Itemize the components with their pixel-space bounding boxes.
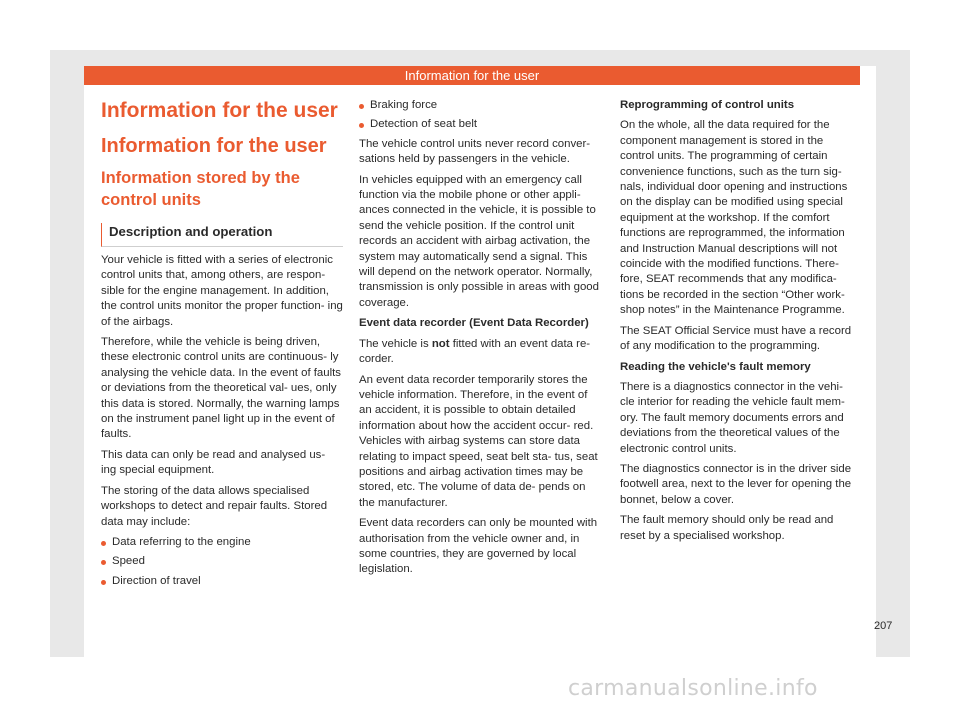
paragraph: There is a diagnostics connector in the vehi- cle interior for reading the vehicle fault mem- ory. The fault memory documents errors and deviations from the theoretical values of the electronic control units. (620, 380, 845, 455)
subheading: Reading the vehicle's fault memory (620, 360, 811, 373)
subheading: Reprogramming of control units (620, 99, 795, 111)
list-item: Braking force (359, 98, 602, 113)
list-item: Direction of travel (101, 574, 343, 589)
paragraph: An event data recorder temporarily stores the vehicle information. Therefore, in the event of an accident, it is possible to obtain detailed information about how the accident occur- red. Vehicles with airbag systems can store data relating to impact speed, seat belt sta- tus, seat positions and airbag activation times may be stored, etc. The volume of data de- pends on the manufacturer. (359, 373, 598, 509)
paragraph: Event data recorders can only be mounted with authorisation from the vehicle owner and, in some countries, they are governed by local legislation. (359, 517, 598, 576)
list-item: Speed (101, 554, 343, 569)
paragraph: Your vehicle is fitted with a series of electronic control units that, among others, are respon- sible for the engine management. In addition, the control units monitor the proper function- ing of the airbags. (101, 254, 343, 328)
subheading: Event data recorder (Event Data Recorder) (359, 317, 589, 330)
list-item: Data referring to the engine (101, 535, 343, 550)
column-middle (359, 98, 602, 583)
topic-heading: Description and operation (101, 223, 343, 247)
paragraph: The diagnostics connector is in the driver side footwell area, next to the lever for opening the bonnet, below a cover. (620, 462, 852, 506)
text-run: The vehicle is (359, 337, 432, 350)
list-item: Detection of seat belt (359, 117, 602, 132)
paragraph: Therefore, while the vehicle is being driven, these electronic control units are continuous- ly analysing the vehicle data. In the event of faults or deviations from the theoretical val- ues, only this data is stored. Normally, the warning lamps on the instrument panel light up in the event of faults. (101, 336, 341, 441)
column-right (620, 98, 860, 549)
paragraph: The vehicle control units never record conver- sations held by passengers in the vehicle. (359, 137, 591, 166)
paragraph: The SEAT Official Service must have a record of any modification to the programming. (620, 324, 852, 353)
chapter-title: Information for the user (101, 99, 338, 122)
paragraph: The storing of the data allows specialised workshops to detect and repair faults. Stored data may include: (101, 484, 328, 528)
running-header: Information for the user (84, 66, 860, 85)
page-number: 207 (874, 620, 893, 632)
column-left (101, 98, 343, 593)
paragraph: The fault memory should only be read and reset by a specialised workshop. (620, 514, 834, 542)
data-list (101, 535, 343, 589)
paragraph: This data can only be read and analysed us- ing special equipment. (101, 448, 326, 477)
paragraph (359, 337, 602, 368)
watermark: carmanualsonline.info (568, 676, 818, 701)
text-run: fitted with an event data re- corder. (359, 337, 591, 366)
subsection-title: Information stored by the control units (101, 169, 300, 209)
paragraph: In vehicles equipped with an emergency call function via the mobile phone or other appli- ances connected in the vehicle, it is possible to send the vehicle position. If the control unit records an accident with airbag activation, the system may automatically send a signal. This will depend on the network operator. Normally, transmission is only possible in areas with good coverage. (359, 173, 599, 309)
emphasis: not (431, 337, 450, 350)
data-list (359, 98, 602, 133)
section-title: Information for the user (101, 135, 327, 157)
paragraph: On the whole, all the data required for the component management is stored in the control units. The programming of certain convenience functions, such as the turn sig- nals, individual door opening and instructions on the display can be modified using special equipment at the workshop. If the comfort functions are reprogrammed, the information and Instruction Manual descriptions will not coincide with the modified functions. There- fore, SEAT recommends that any modifica- tions be recorded in the section “Other work- shop notes” in the Maintenance Programme. (620, 119, 848, 317)
